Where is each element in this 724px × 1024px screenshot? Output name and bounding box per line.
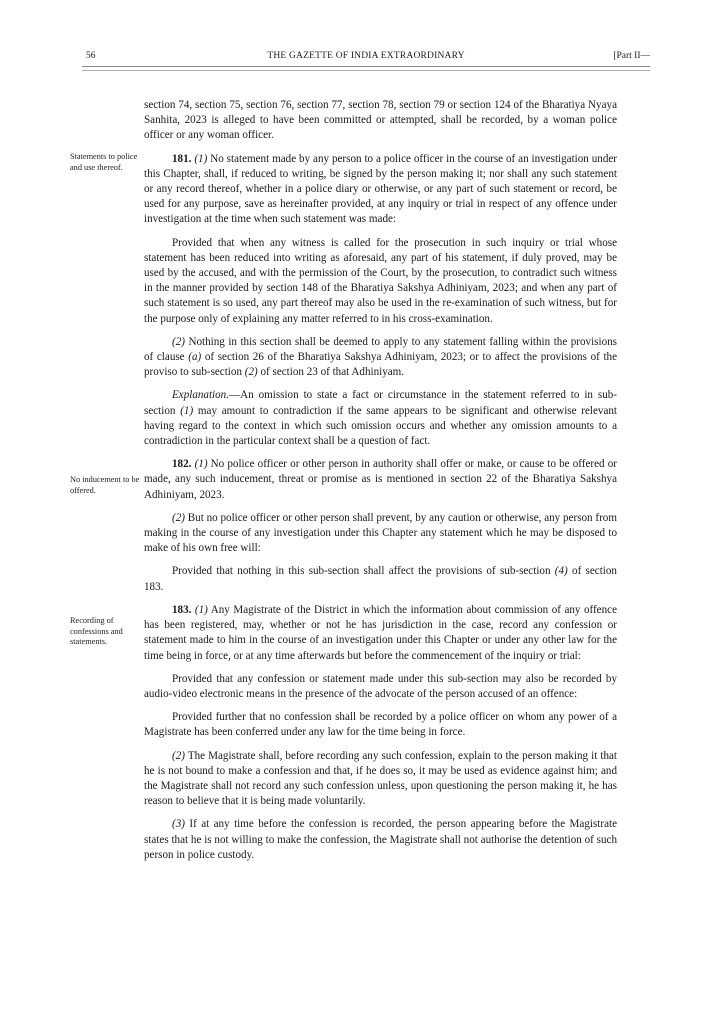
proviso [144, 710, 617, 740]
paragraph-text: No statement made by any person to a police officer in the course of an investigation under this Chapter, shall, if reduced to writing, be signed by the person making it; nor shall any such statement or any record thereof, whether in a police diary or otherwise, or any part of such statement or record, be used for any purpose, save as hereinafter provided, at any inquiry or trial in respect of any offence under investigation at the time when such statement was made: [144, 152, 618, 226]
subsection-marker: (1) [194, 152, 208, 165]
header-rule [82, 66, 650, 71]
paragraph-text: If at any time before the confession is recorded, the person appearing before the Magistrate states that he is not willing to make the confession, the Magistrate shall not authorise the detention of such person in police custody. [144, 818, 617, 861]
paragraph-text: Any Magistrate of the District in which the information about commission of any offence has been registered, may, whether or not he has jurisdiction in the case, record any confession or statement made to him in the course of an investigation under this Chapter or under any other law for the time being in force, or at any time afterwards but before the commencement of the inquiry or trial: [144, 603, 618, 662]
paragraph-text: No police officer or other person in authority shall offer or make, or cause to be offered or made, any such inducement, threat or promise as is mentioned in section 22 of the Bharatiya Sakshya Adhiniyam, 2023. [144, 458, 617, 501]
paragraph-text: Provided that when any witness is called for the prosecution in such inquiry or trial whose statement has been reduced into writing as aforesaid, any part of his statement, if duly proved, may be used by the accused, and with the permission of the Court, by the prosecution, to contradict such witness in the manner provided by section 148 of the Bharatiya Sakshya Adhiniyam, 2023; and when any part of such statement is so used, any part thereof may also be used in the re-examination of such witness, but for the purpose only of explaining any matter referred to in his cross-examination. [144, 236, 617, 325]
proviso [144, 564, 617, 594]
paragraph-text: But no police officer or other person shall prevent, by any caution or otherwise, any person from making in the course of any investigation under this Chapter any statement which he may be disposed to make of his own free will: [144, 511, 617, 555]
gazette-title: THE GAZETTE OF INDIA EXTRAORDINARY [267, 51, 465, 61]
paragraph-text: of section 26 of the Bharatiya Sakshya Adhiniyam, 2023; or to affect the provisions of the proviso to sub-section [144, 351, 618, 379]
section-number: 183. [172, 603, 192, 616]
paragraph-text: —An omission to state a fact or circumstance in the statement referred to in sub-section [144, 389, 617, 417]
section-number: 182. [172, 458, 192, 471]
subsection-182-2 [144, 511, 617, 557]
subsection-marker: (3) [172, 818, 185, 831]
paragraph-text: Provided that any confession or statement made under this sub-section may also be recorded by audio-video electronic means in the presence of the advocate of the person accused of an offence: [144, 672, 617, 700]
paragraph-text: of section 23 of that Adhiniyam. [260, 366, 405, 379]
subsection-183-2 [144, 749, 617, 810]
subsection-marker: (2) [172, 335, 185, 348]
paragraph-text: may amount to contradiction if the same appears to be significant and otherwise relevant having regard to the context in which such omission occurs and whether any omission amounts to a contradiction in the particular context shall be a question of fact. [144, 404, 618, 448]
explanation [144, 388, 617, 449]
paragraph [144, 98, 617, 144]
subsection-marker: (1) [180, 404, 194, 417]
clause-marker: (a) [188, 351, 202, 364]
subsection-183-3 [144, 817, 617, 863]
subsection-marker: (2) [244, 366, 258, 379]
document-body [144, 98, 617, 871]
paragraph-text: Provided that nothing in this sub-section shall affect the provisions of sub-section [172, 565, 551, 578]
paragraph-text: The Magistrate shall, before recording any such confession, explain to the person making it that he is not bound to make a confession and that, if he does so, it may be used as evidence against him; and the Magistrate shall not record any such confession unless, upon questioning the person making it, he has reason to believe that it is being made voluntarily. [144, 749, 618, 808]
margin-note-181: Statements to police and use thereof. [70, 152, 138, 172]
subsection-181-2 [144, 335, 617, 381]
subsection-marker: (1) [194, 458, 208, 471]
explanation-label: Explanation. [172, 389, 230, 402]
proviso [144, 672, 617, 702]
paragraph-text: of section 183. [144, 565, 617, 593]
paragraph-text: Nothing in this section shall be deemed to apply to any statement falling within the provisions of clause [144, 335, 617, 364]
proviso [144, 236, 617, 327]
subsection-marker: (4) [554, 565, 568, 578]
section-number: 181. [172, 152, 192, 165]
subsection-marker: (1) [194, 603, 208, 616]
subsection-marker: (2) [172, 749, 185, 762]
subsection-marker: (2) [172, 511, 185, 524]
section-182 [144, 457, 617, 503]
margin-note-182: No inducement to be offered. [70, 475, 140, 495]
page-header [82, 51, 650, 67]
section-181 [144, 152, 617, 228]
paragraph-text: section 74, section 75, section 76, section 77, section 78, section 79 or section 124 of the Bharatiya Nyaya Sanhita, 2023 is alleged to have been committed or attempted, shall be recorded, by a woman police officer or any woman officer. [144, 99, 617, 142]
section-183 [144, 603, 617, 664]
page-number: 56 [86, 51, 96, 61]
part-label: [Part II— [613, 51, 650, 61]
paragraph-text: Provided further that no confession shall be recorded by a police officer on whom any power of a Magistrate has been conferred under any law for the time being in force. [144, 711, 617, 739]
margin-note-183: Recording of confessions and statements. [70, 616, 123, 646]
